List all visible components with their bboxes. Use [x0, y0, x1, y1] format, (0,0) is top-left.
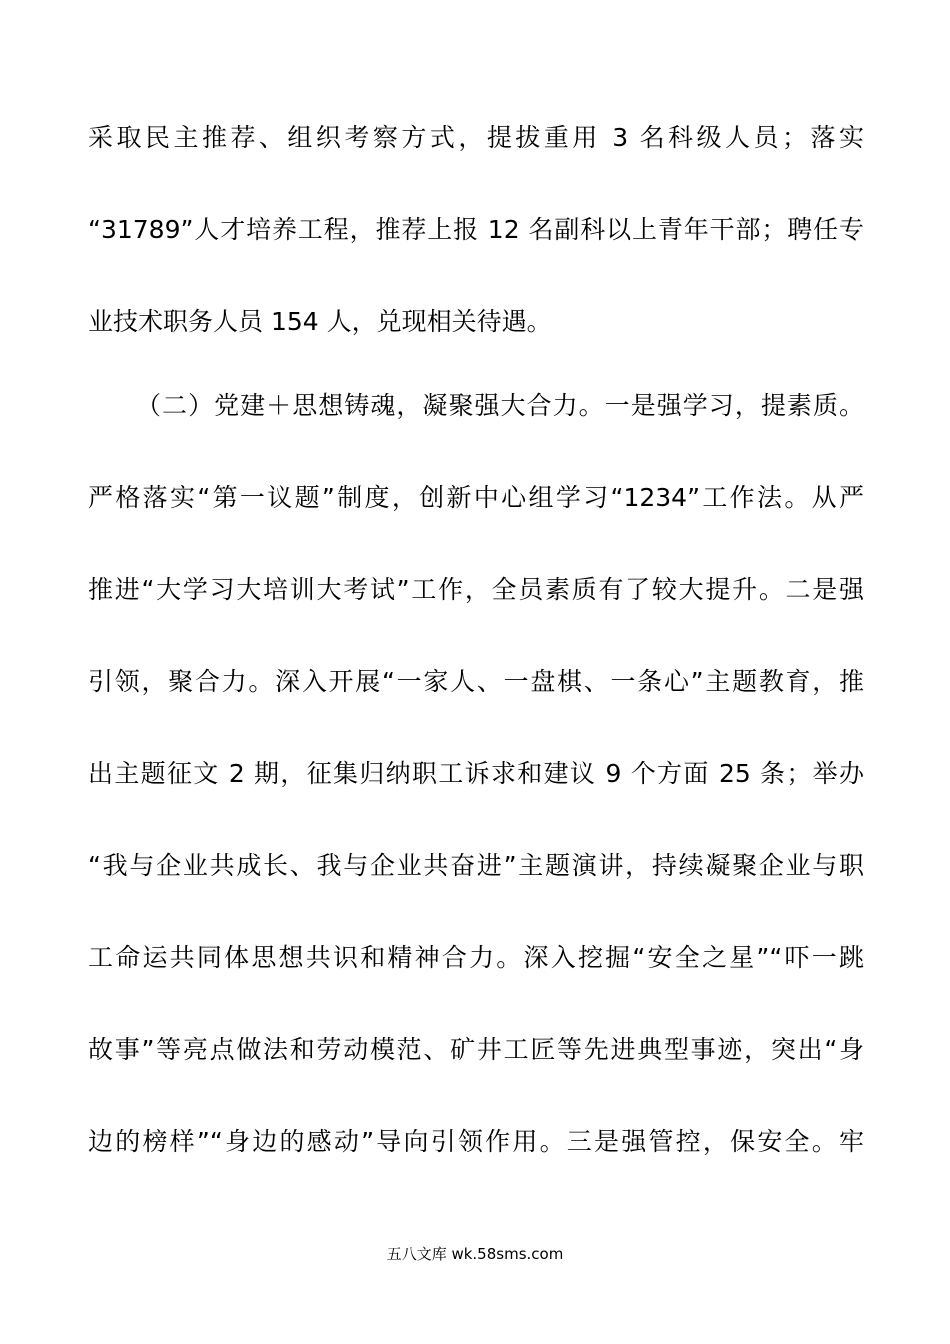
- body-text-line: 工命运共同体思想共识和精神合力。深入挖掘“安全之星”“吓一跳: [88, 943, 864, 972]
- section-heading-line: （二）党建＋思想铸魂，凝聚强大合力。一是强学习，提素质。: [136, 391, 864, 420]
- body-text-line: 引领，聚合力。深入开展“一家人、一盘棋、一条心”主题教育，推: [88, 667, 864, 696]
- body-text-line: 严格落实“第一议题”制度，创新中心组学习“1234”工作法。从严: [88, 483, 864, 512]
- body-text-line: 故事”等亮点做法和劳动模范、矿井工匠等先进典型事迹，突出“身: [88, 1035, 864, 1064]
- footer-watermark: 五八文库 wk.58sms.com: [386, 1245, 564, 1263]
- body-text-line: 业技术职务人员 154 人，兑现相关待遇。: [88, 307, 552, 336]
- body-text-line: 采取民主推荐、组织考察方式，提拔重用 3 名科级人员；落实: [88, 123, 864, 152]
- body-text-line: 边的榜样”“身边的感动”导向引领作用。三是强管控，保安全。牢: [88, 1127, 864, 1156]
- body-text-line: 出主题征文 2 期，征集归纳职工诉求和建议 9 个方面 25 条；举办: [88, 759, 864, 788]
- body-text-line: 推进“大学习大培训大考试”工作，全员素质有了较大提升。二是强: [88, 575, 864, 604]
- body-text-line: “31789”人才培养工程，推荐上报 12 名副科以上青年干部；聘任专: [88, 215, 864, 244]
- body-text-line: “我与企业共成长、我与企业共奋进”主题演讲，持续凝聚企业与职: [88, 851, 864, 880]
